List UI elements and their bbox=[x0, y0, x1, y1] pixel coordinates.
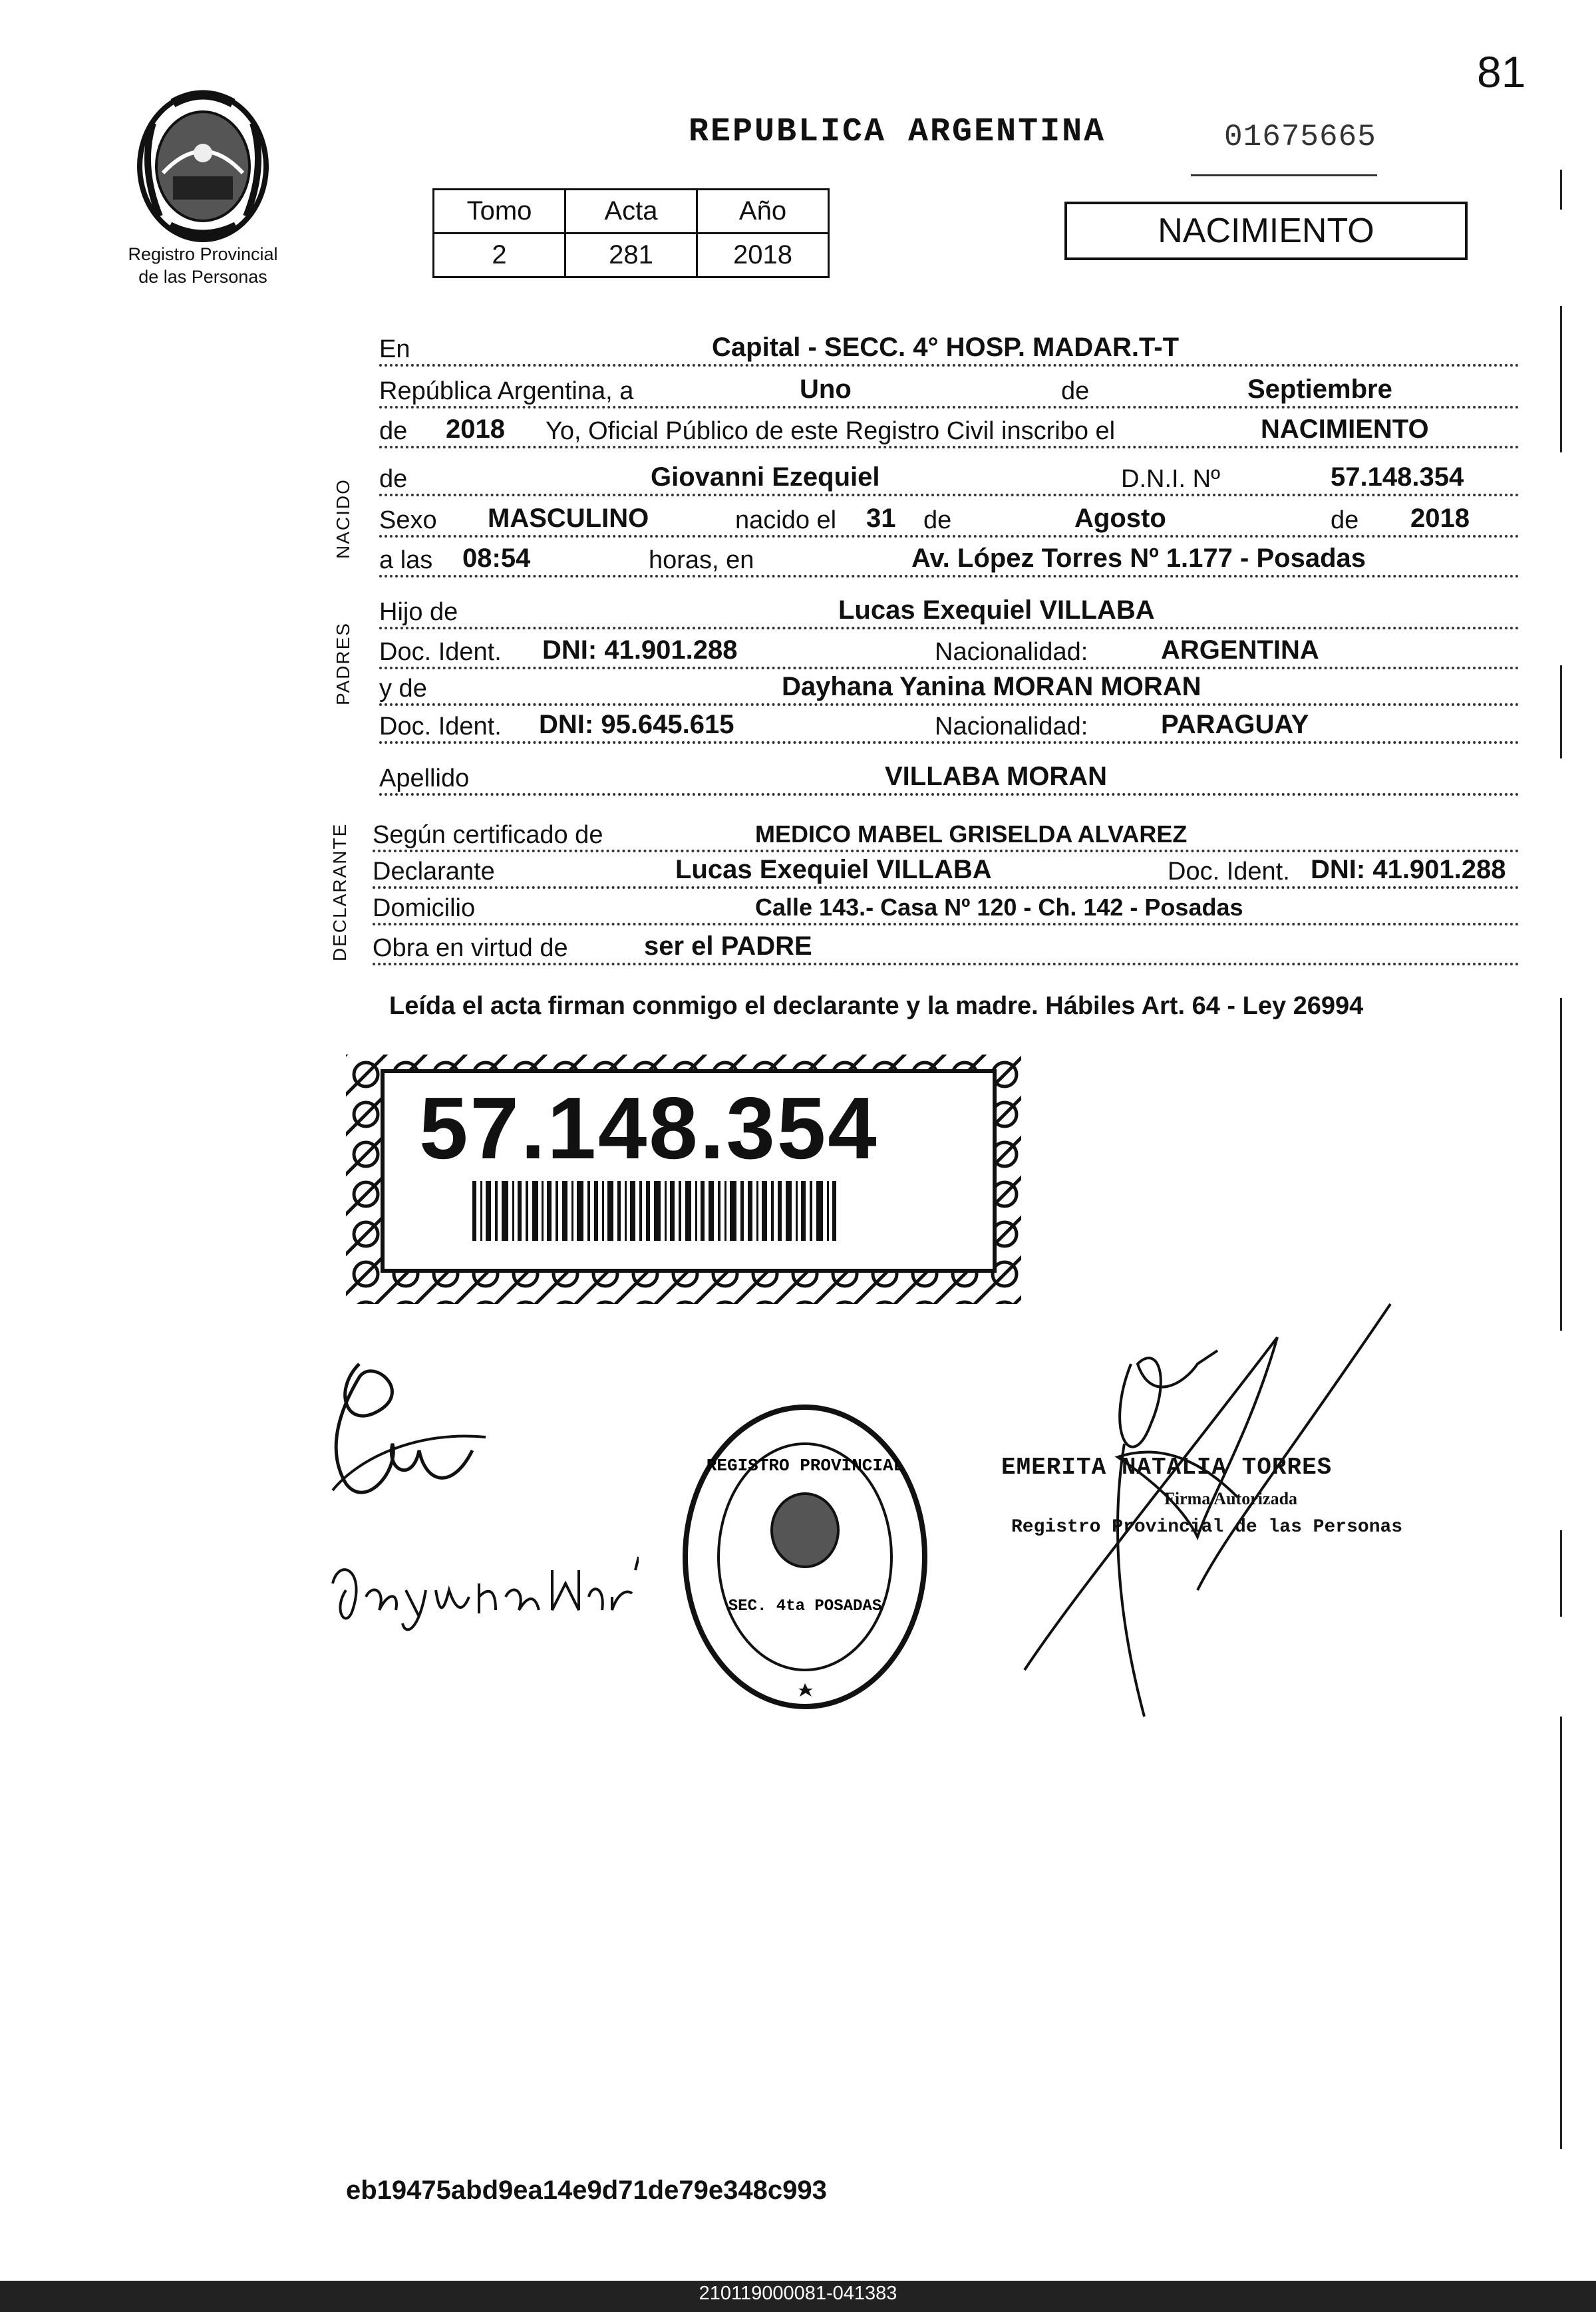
born-label: nacido el bbox=[735, 506, 839, 535]
born-year: 2018 bbox=[1410, 504, 1470, 533]
official-title: Firma Autorizada bbox=[1164, 1489, 1298, 1508]
obra-value: ser el PADRE bbox=[644, 931, 812, 961]
hours-label: horas, en bbox=[649, 546, 756, 575]
line-name bbox=[379, 462, 1519, 500]
line-father-doc bbox=[379, 635, 1519, 673]
child-name: Giovanni Ezequiel bbox=[651, 462, 880, 492]
declarant-label: Declarante bbox=[373, 858, 498, 886]
father-nat-label: Nacionalidad: bbox=[935, 638, 1090, 667]
year-label: de bbox=[379, 417, 410, 446]
born-month: Agosto bbox=[1074, 504, 1166, 533]
edge-mark bbox=[1560, 306, 1562, 452]
anio-value: 2018 bbox=[697, 234, 829, 277]
declarant-doc: DNI: 41.901.288 bbox=[1311, 855, 1506, 884]
place-value: Capital - SECC. 4° HOSP. MADAR.T-T bbox=[712, 333, 1180, 362]
reference-table bbox=[432, 188, 830, 278]
domicile-label: Domicilio bbox=[373, 894, 478, 923]
line-mother-doc bbox=[379, 710, 1519, 748]
line-place bbox=[379, 333, 1519, 371]
declarante-section-label: DECLARANTE bbox=[329, 822, 350, 961]
line-sex-birth bbox=[379, 504, 1519, 542]
line-mother bbox=[379, 672, 1519, 710]
year-value: 2018 bbox=[446, 414, 505, 444]
line-domicile bbox=[373, 895, 1519, 929]
birth-address: Av. López Torres Nº 1.177 - Posadas bbox=[911, 544, 1366, 573]
birth-time: 08:54 bbox=[462, 544, 531, 573]
line-time-place bbox=[379, 544, 1519, 581]
official-org: Registro Provincial de las Personas bbox=[1011, 1517, 1403, 1538]
line-father bbox=[379, 595, 1519, 633]
acta-header: Acta bbox=[565, 190, 697, 234]
mother-doc: DNI: 95.645.615 bbox=[539, 710, 734, 739]
edge-mark bbox=[1560, 998, 1562, 1331]
barcode-icon bbox=[472, 1181, 838, 1241]
mother-doc-label: Doc. Ident. bbox=[379, 713, 504, 741]
line-year bbox=[379, 414, 1519, 452]
sex-label: Sexo bbox=[379, 506, 440, 535]
surname-value: VILLABA MORAN bbox=[885, 762, 1108, 791]
footer-code: 210119000081-041383 bbox=[699, 2283, 897, 2304]
provincial-crest-icon bbox=[126, 83, 279, 243]
father-doc-label: Doc. Ident. bbox=[379, 638, 504, 667]
line-date bbox=[379, 375, 1519, 413]
svg-text:SEC. 4ta POSADAS: SEC. 4ta POSADAS bbox=[728, 1597, 882, 1615]
dni-label: D.N.I. Nº bbox=[1121, 465, 1223, 494]
nacido-section-label: NACIDO bbox=[333, 478, 353, 559]
serial-number: 01675665 bbox=[1224, 120, 1376, 154]
child-dni: 57.148.354 bbox=[1331, 462, 1464, 492]
father-doc: DNI: 41.901.288 bbox=[542, 635, 738, 665]
cert-value: MEDICO MABEL GRISELDA ALVAREZ bbox=[755, 820, 1188, 848]
country-title: REPUBLICA ARGENTINA bbox=[689, 113, 1106, 151]
declarant-signature-icon bbox=[319, 1351, 519, 1510]
registry-seal-stamp-icon bbox=[672, 1397, 938, 1717]
serial-underline bbox=[1191, 174, 1377, 176]
edge-mark bbox=[1560, 1530, 1562, 1617]
en-label: En bbox=[379, 335, 412, 364]
document-hash: eb19475abd9ea14e9d71de79e348c993 bbox=[346, 2176, 827, 2205]
declarant-name: Lucas Exequiel VILLABA bbox=[675, 855, 992, 884]
declarant-doc-label: Doc. Ident. bbox=[1168, 858, 1293, 886]
date-label: República Argentina, a bbox=[379, 377, 636, 406]
name-label: de bbox=[379, 465, 410, 494]
edge-mark bbox=[1560, 170, 1562, 210]
tomo-value: 2 bbox=[434, 234, 565, 277]
line-surname bbox=[379, 762, 1519, 800]
born-de-label: de bbox=[923, 506, 954, 535]
dni-card-number: 57.148.354 bbox=[419, 1079, 879, 1177]
statement-text: Yo, Oficial Público de este Registro Civil inscribo el bbox=[546, 417, 1118, 446]
day-value: Uno bbox=[800, 375, 852, 404]
month-value: Septiembre bbox=[1247, 375, 1392, 404]
sex-value: MASCULINO bbox=[488, 504, 649, 533]
obra-label: Obra en virtud de bbox=[373, 934, 571, 963]
mother-nationality: PARAGUAY bbox=[1161, 710, 1309, 739]
tomo-header: Tomo bbox=[434, 190, 565, 234]
svg-text:REGISTRO PROVINCIAL: REGISTRO PROVINCIAL bbox=[706, 1456, 904, 1476]
acta-value: 281 bbox=[565, 234, 697, 277]
line-declarant bbox=[373, 855, 1519, 893]
father-label: Hijo de bbox=[379, 598, 460, 627]
edge-mark bbox=[1560, 665, 1562, 758]
anio-header: Año bbox=[697, 190, 829, 234]
closing-note: Leída el acta firman conmigo el declarante y la madre. Hábiles Art. 64 - Ley 26994 bbox=[389, 992, 1364, 1020]
official-name: EMERITA NATALIA TORRES bbox=[1001, 1454, 1333, 1481]
time-label: a las bbox=[379, 546, 435, 575]
edge-mark bbox=[1560, 1717, 1562, 2149]
mother-name: Dayhana Yanina MORAN MORAN bbox=[782, 672, 1201, 701]
father-name: Lucas Exequiel VILLABA bbox=[838, 595, 1155, 625]
born-day: 31 bbox=[866, 504, 896, 533]
event-value: NACIMIENTO bbox=[1261, 414, 1429, 444]
born-de2-label: de bbox=[1331, 506, 1361, 535]
domicile-value: Calle 143.- Casa Nº 120 - Ch. 142 - Posadas bbox=[755, 894, 1243, 921]
mother-nat-label: Nacionalidad: bbox=[935, 713, 1090, 741]
surname-label: Apellido bbox=[379, 764, 472, 793]
mother-label: y de bbox=[379, 675, 430, 703]
page-number: 81 bbox=[1477, 47, 1526, 96]
line-obra bbox=[373, 931, 1519, 969]
de-label: de bbox=[1061, 377, 1092, 406]
mother-signature-icon bbox=[326, 1544, 639, 1637]
padres-section-label: PADRES bbox=[333, 621, 353, 705]
registry-label: Registro Provincial de las Personas bbox=[128, 244, 278, 287]
father-nationality: ARGENTINA bbox=[1161, 635, 1319, 665]
document-type-box: NACIMIENTO bbox=[1064, 202, 1468, 260]
cert-label: Según certificado de bbox=[373, 821, 605, 850]
line-certificate bbox=[373, 822, 1519, 856]
